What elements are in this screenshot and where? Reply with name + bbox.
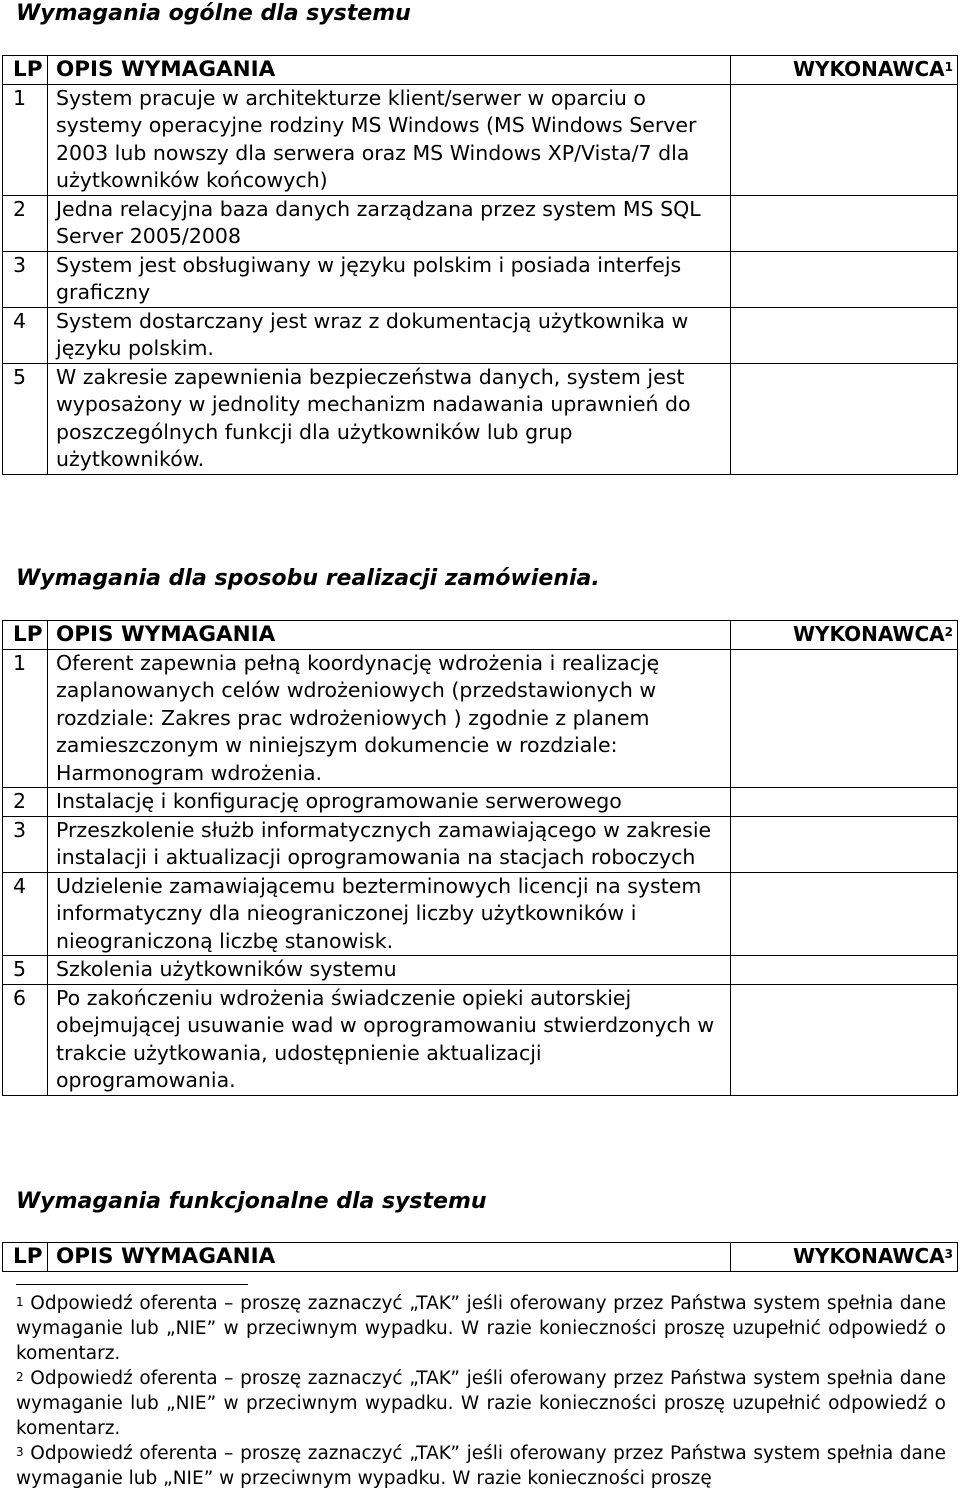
table-row xyxy=(3,816,958,872)
footnote-number: 2 xyxy=(16,1370,24,1384)
row-description: Szkolenia użytkowników systemu xyxy=(48,956,731,985)
row-answer-cell[interactable] xyxy=(731,956,958,985)
footnote-ref: 1 xyxy=(944,60,953,74)
header-wykonawca xyxy=(731,56,958,85)
table-header-row xyxy=(3,56,958,85)
table-row xyxy=(3,84,958,195)
row-description: Instalację i konfigurację oprogramowanie serwerowego xyxy=(48,788,731,817)
row-answer-cell[interactable] xyxy=(731,195,958,251)
header-lp: LP xyxy=(3,56,48,85)
table-row xyxy=(3,788,958,817)
row-lp: 5 xyxy=(3,956,48,985)
row-answer-cell[interactable] xyxy=(731,816,958,872)
row-answer-cell[interactable] xyxy=(731,307,958,363)
footnote-ref: 3 xyxy=(944,1247,953,1261)
row-description: Przeszkolenie służb informatycznych zamawiającego w zakresie instalacji i aktualizacji oprogramowania na stacjach roboczych xyxy=(48,816,731,872)
row-answer-cell[interactable] xyxy=(731,788,958,817)
header-lp: LP xyxy=(3,621,48,650)
header-wykonawca-label: WYKONAWCA xyxy=(792,622,945,646)
table-row xyxy=(3,195,958,251)
table-header-row xyxy=(3,621,958,650)
row-answer-cell[interactable] xyxy=(731,363,958,474)
row-lp: 3 xyxy=(3,251,48,307)
row-answer-cell[interactable] xyxy=(731,872,958,956)
footnotes xyxy=(16,1291,946,1491)
section-title: Wymagania ogólne dla systemu xyxy=(16,1,411,26)
row-answer-cell[interactable] xyxy=(731,84,958,195)
requirements-table-general xyxy=(2,55,958,475)
header-opis: OPIS WYMAGANIA xyxy=(48,621,731,650)
footnote xyxy=(16,1291,946,1366)
row-description: Po zakończeniu wdrożenia świadczenie opieki autorskiej obejmującej usuwanie wad w oprogramowaniu stwierdzonych w trakcie użytkowania, udostępnienie aktualizacji oprogramowania. xyxy=(48,984,731,1095)
table-row xyxy=(3,956,958,985)
row-lp: 2 xyxy=(3,195,48,251)
row-answer-cell[interactable] xyxy=(731,984,958,1095)
table-header-row xyxy=(3,1243,958,1272)
footnote xyxy=(16,1441,946,1491)
row-description: Udzielenie zamawiającemu bezterminowych licencji na system informatyczny dla nieograniczonej liczby użytkowników i nieograniczoną liczbę stanowisk. xyxy=(48,872,731,956)
row-answer-cell[interactable] xyxy=(731,649,958,788)
footnote-text: Odpowiedź oferenta – proszę zaznaczyć „TAK” jeśli oferowany przez Państwa system spełnia dane wymaganie lub „NIE” w przeciwnym wypadku. W razie konieczności proszę xyxy=(16,1443,946,1489)
row-lp: 3 xyxy=(3,816,48,872)
footnote xyxy=(16,1366,946,1441)
row-description: Oferent zapewnia pełną koordynację wdrożenia i realizację zaplanowanych celów wdrożeniowych (przedstawionych w rozdziale: Zakres prac wdrożeniowych ) zgodnie z planem zamieszczonym w niniejszym dokumencie w rozdziale: Harmonogram wdrożenia. xyxy=(48,649,731,788)
header-wykonawca-label: WYKONAWCA xyxy=(792,1244,945,1268)
row-description: System dostarczany jest wraz z dokumentacją użytkownika w języku polskim. xyxy=(48,307,731,363)
row-description: W zakresie zapewnienia bezpieczeństwa danych, system jest wyposażony w jednolity mechanizm nadawania uprawnień do poszczególnych funkcji dla użytkowników lub grup użytkowników. xyxy=(48,363,731,474)
table-row xyxy=(3,307,958,363)
table-row xyxy=(3,251,958,307)
header-opis: OPIS WYMAGANIA xyxy=(48,56,731,85)
footnote-number: 3 xyxy=(16,1445,24,1459)
header-wykonawca xyxy=(731,621,958,650)
requirements-table-realization xyxy=(2,620,958,1096)
row-description: Jedna relacyjna baza danych zarządzana przez system MS SQL Server 2005/2008 xyxy=(48,195,731,251)
requirements-table-functional xyxy=(2,1242,958,1272)
row-lp: 5 xyxy=(3,363,48,474)
table-row xyxy=(3,872,958,956)
row-lp: 6 xyxy=(3,984,48,1095)
row-description: System pracuje w architekturze klient/serwer w oparciu o systemy operacyjne rodziny MS Windows (MS Windows Server 2003 lub nowszy dla serwera oraz MS Windows XP/Vista/7 dla użytkowników końcowych) xyxy=(48,84,731,195)
header-opis: OPIS WYMAGANIA xyxy=(48,1243,731,1272)
footnote-number: 1 xyxy=(16,1295,24,1309)
footnote-text: Odpowiedź oferenta – proszę zaznaczyć „TAK” jeśli oferowany przez Państwa system spełnia dane wymaganie lub „NIE” w przeciwnym wypadku. W razie konieczności proszę uzupełnić odpowiedź o komentarz. xyxy=(16,1368,946,1439)
footnote-text: Odpowiedź oferenta – proszę zaznaczyć „TAK” jeśli oferowany przez Państwa system spełnia dane wymaganie lub „NIE” w przeciwnym wypadku. W razie konieczności proszę uzupełnić odpowiedź o komentarz. xyxy=(16,1293,946,1364)
row-lp: 4 xyxy=(3,307,48,363)
row-lp: 1 xyxy=(3,649,48,788)
row-lp: 4 xyxy=(3,872,48,956)
row-lp: 2 xyxy=(3,788,48,817)
section-title: Wymagania funkcjonalne dla systemu xyxy=(16,1189,487,1214)
header-wykonawca-label: WYKONAWCA xyxy=(792,57,945,81)
row-description: System jest obsługiwany w języku polskim i posiada interfejs graficzny xyxy=(48,251,731,307)
table-row xyxy=(3,363,958,474)
table-row xyxy=(3,984,958,1095)
header-wykonawca xyxy=(731,1243,958,1272)
table-row xyxy=(3,649,958,788)
row-lp: 1 xyxy=(3,84,48,195)
section-title: Wymagania dla sposobu realizacji zamówienia. xyxy=(16,566,600,591)
footnote-ref: 2 xyxy=(944,625,953,639)
footnote-separator xyxy=(16,1284,248,1285)
header-lp: LP xyxy=(3,1243,48,1272)
row-answer-cell[interactable] xyxy=(731,251,958,307)
